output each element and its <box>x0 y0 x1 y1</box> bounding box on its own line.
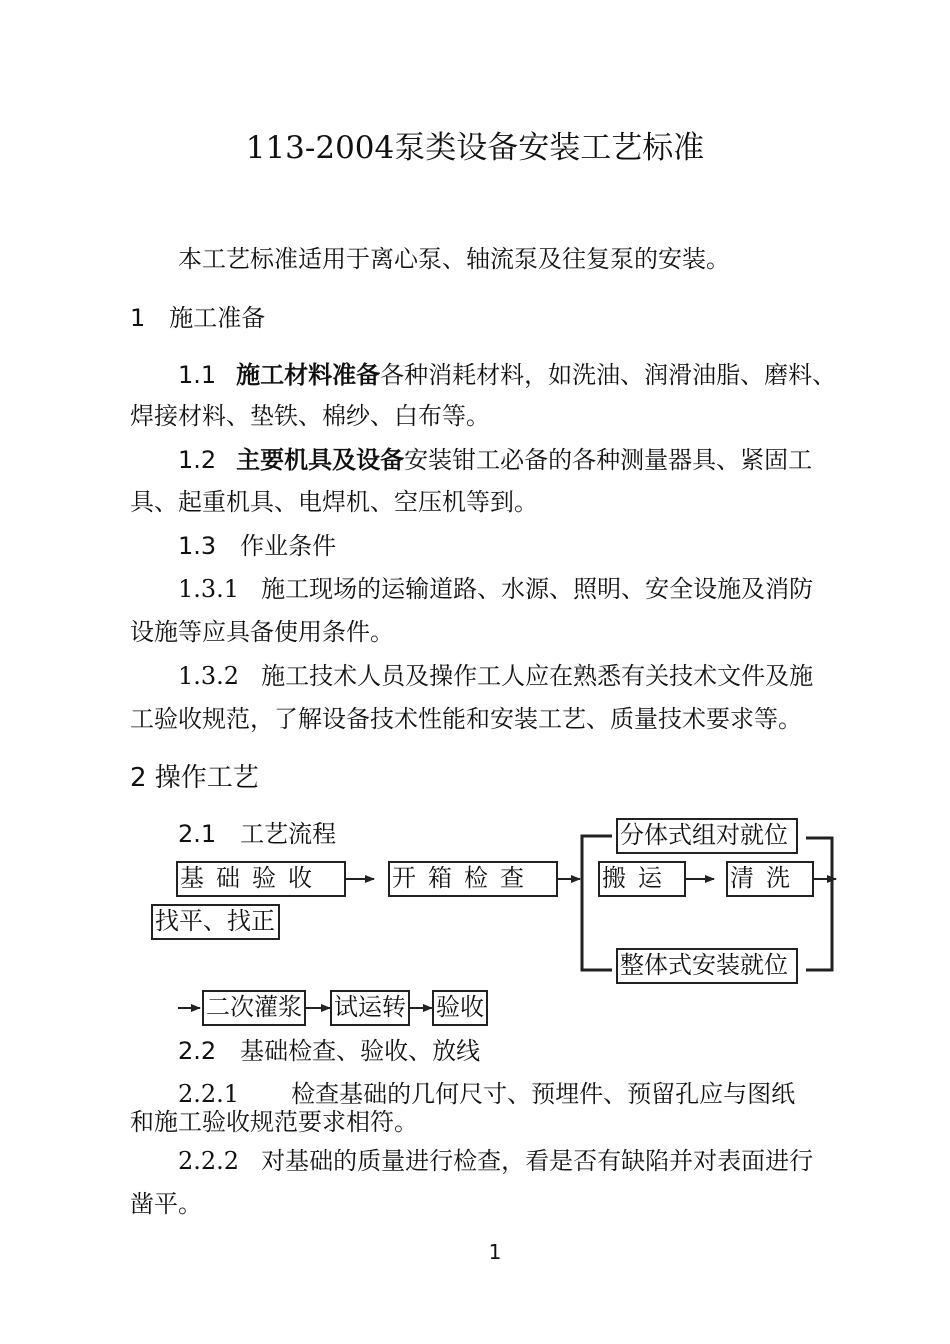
section-2-2-2-number: 2.2.2 <box>178 1147 240 1175</box>
section-1-3-heading: 1.3 作业条件 <box>178 532 337 560</box>
section-1-1-line-2: 焊接材料、垫铁、棉纱、白布等。 <box>130 402 490 430</box>
document-title: 113-2004泵类设备安装工艺标准 <box>245 130 705 166</box>
section-1-3-2-line-1 <box>178 660 813 692</box>
flow-box-cleaning: 清洗 <box>726 861 814 897</box>
section-1-3-2-number: 1.3.2 <box>178 662 240 690</box>
section-2-2-1-number: 2.2.1 <box>178 1080 240 1108</box>
section-1-2-title: 主要机具及设备 <box>236 446 405 474</box>
intro-paragraph: 本工艺标准适用于离心泵、轴流泵及往复泵的安装。 <box>178 245 730 273</box>
section-2-2-heading: 2.2 基础检查、验收、放线 <box>178 1037 481 1065</box>
section-1-3-2-line-2: 工验收规范，了解设备技术性能和安装工艺、质量技术要求等。 <box>130 705 802 733</box>
section-2-2-2-text: 对基础的质量进行检查，看是否有缺陷并对表面进行 <box>261 1147 814 1175</box>
section-1-3-1-line-2: 设施等应具备使用条件。 <box>130 618 394 646</box>
flow-box-trial-run: 试运转 <box>330 990 410 1026</box>
section-2-2-2-line-2: 凿平。 <box>130 1190 202 1218</box>
flow-box-unpack-inspection: 开箱检查 <box>388 861 558 897</box>
section-1-2-line-1 <box>178 444 812 477</box>
flow-box-secondary-grouting: 二次灌浆 <box>202 990 306 1026</box>
section-1-3-1-number: 1.3.1 <box>178 575 240 603</box>
section-1-1-line-1 <box>178 359 836 392</box>
merge-connector <box>806 838 832 970</box>
section-1-1-text: 各种消耗材料，如洗油、润滑油脂、磨料、 <box>380 361 837 389</box>
section-1-1-title: 施工材料准备 <box>236 361 381 389</box>
section-1-2-number: 1.2 <box>178 446 217 474</box>
section-2-2-1-line-2: 和施工验收规范要求相符。 <box>130 1108 418 1136</box>
flow-box-split-assembly: 分体式组对就位 <box>616 818 798 854</box>
section-1-3-2-text: 施工技术人员及操作工人应在熟悉有关技术文件及施 <box>261 662 814 690</box>
section-2-2-1-text: 检查基础的几何尺寸、预埋件、预留孔应与图纸 <box>291 1080 796 1108</box>
section-1-2-text: 安装钳工必备的各种测量器具、紧固工 <box>404 446 813 474</box>
section-1-3-1-text: 施工现场的运输道路、水源、照明、安全设施及消防 <box>261 575 814 603</box>
section-2-heading: 2 操作工艺 <box>130 763 259 793</box>
flow-box-transport: 搬运 <box>598 861 686 897</box>
section-2-2-2-line-1 <box>178 1145 813 1177</box>
section-1-3-1-line-1 <box>178 573 813 605</box>
flow-box-whole-installation: 整体式安装就位 <box>616 948 798 984</box>
section-1-heading: 1 施工准备 <box>130 304 266 332</box>
flow-box-leveling-alignment: 找平、找正 <box>151 904 280 940</box>
flow-box-acceptance: 验收 <box>432 990 488 1026</box>
page-number: 1 <box>488 1240 502 1264</box>
flow-box-foundation-acceptance: 基础验收 <box>176 861 346 897</box>
section-1-2-line-2: 具、起重机具、电焊机、空压机等到。 <box>130 488 538 516</box>
section-2-1-heading: 2.1 工艺流程 <box>178 820 337 848</box>
section-1-1-number: 1.1 <box>178 361 217 389</box>
